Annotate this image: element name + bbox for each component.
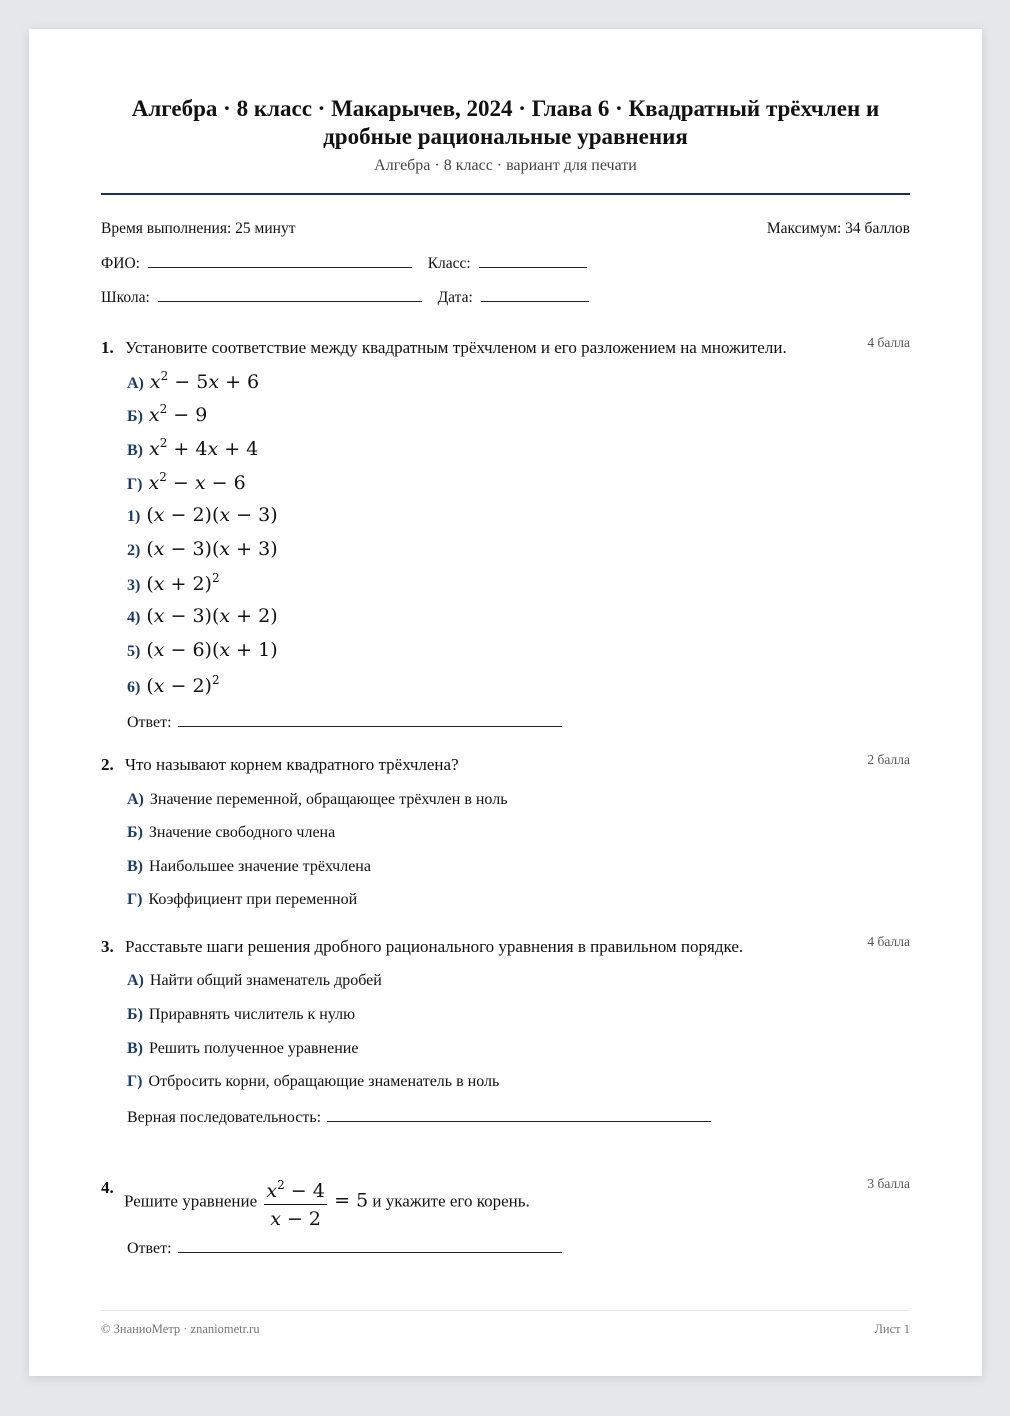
step-option — [127, 972, 382, 990]
question-4-header — [101, 1172, 910, 1230]
date-label: Дата: — [437, 289, 473, 306]
fio-label: ФИО: — [101, 255, 140, 272]
question-number: 4. — [101, 1178, 114, 1197]
fio-class-row — [101, 253, 587, 273]
match-left-item — [127, 470, 246, 494]
choice-option[interactable] — [127, 891, 357, 909]
match-right-item — [127, 538, 278, 560]
equation-fraction — [264, 1172, 326, 1233]
math-expression: (x − 6)(x + 1) — [146, 639, 278, 661]
match-right-item — [127, 673, 220, 697]
question-4 — [101, 1172, 910, 1257]
fio-field[interactable] — [148, 253, 412, 268]
option-label: А) — [127, 375, 144, 392]
step-option — [127, 1073, 499, 1091]
option-label: Г) — [127, 1073, 143, 1090]
header-divider — [101, 193, 910, 195]
max-score: Максимум: 34 баллов — [766, 220, 910, 237]
answer-field[interactable] — [178, 712, 562, 727]
option-label: Б) — [127, 408, 143, 425]
match-right-item — [127, 504, 278, 526]
fraction-denominator: x − 2 — [270, 1208, 322, 1230]
class-label: Класс: — [427, 255, 471, 272]
match-left-item — [127, 402, 207, 426]
option-label: А) — [127, 972, 144, 989]
footer-divider — [101, 1310, 910, 1311]
sequence-field[interactable] — [327, 1107, 711, 1122]
math-expression: $x^2 + 4x + 4$ — [149, 436, 259, 460]
sequence-answer-row — [127, 1107, 711, 1127]
match-left-item — [127, 369, 259, 393]
choice-option[interactable] — [127, 858, 371, 876]
math-expression: (x − 3)(x + 2) — [146, 605, 278, 627]
option-text: Наибольшее значение трёхчлена — [149, 858, 371, 875]
question-number: 1. — [101, 338, 114, 357]
option-text: Значение переменной, обращающее трёхчлен в ноль — [149, 791, 508, 808]
question-number: 2. — [101, 755, 114, 774]
option-text: Решить полученное уравнение — [149, 1040, 359, 1057]
answer-row — [127, 1238, 562, 1258]
choice-option[interactable] — [127, 824, 335, 842]
math-expression: (x − 3)(x + 3) — [146, 538, 278, 560]
math-expression: $(x - 2)^2$ — [146, 673, 220, 697]
question-points: 4 балла — [867, 335, 910, 350]
match-left-item — [127, 436, 258, 460]
class-field[interactable] — [479, 253, 587, 268]
sequence-label: Верная последовательность: — [127, 1109, 322, 1126]
option-label: Г) — [127, 891, 143, 908]
option-label: 5) — [127, 643, 141, 660]
match-right-item — [127, 639, 278, 661]
option-text: Найти общий знаменатель дробей — [149, 972, 382, 989]
page-content — [101, 29, 910, 1376]
math-expression: $x^2 - 5x + 6$ — [149, 369, 260, 393]
fraction-numerator: $x^2 - 4$ — [264, 1172, 326, 1205]
math-expression: $x^2 - 9$ — [148, 402, 208, 426]
option-label: Б) — [127, 824, 143, 841]
option-label: Г) — [127, 476, 143, 493]
question-1 — [101, 335, 910, 731]
question-text: Что называют корнем квадратного трёхчлена? — [125, 755, 459, 774]
school-field[interactable] — [158, 287, 422, 302]
option-label: 4) — [127, 609, 141, 626]
question-number: 3. — [101, 937, 114, 956]
option-text: Значение свободного члена — [148, 824, 336, 841]
time-limit: Время выполнения: 25 минут — [101, 220, 296, 237]
option-label: Б) — [127, 1006, 143, 1023]
question-2-header — [101, 752, 910, 775]
step-option — [127, 1006, 355, 1024]
school-label: Школа: — [101, 289, 150, 306]
question-points: 3 балла — [867, 1176, 910, 1191]
math-expression: $x^2 - x - 6$ — [148, 470, 246, 494]
match-right-item — [127, 571, 220, 595]
worksheet-page — [29, 29, 982, 1376]
date-field[interactable] — [481, 287, 589, 302]
option-label: 6) — [127, 679, 141, 696]
option-label: А) — [127, 791, 144, 808]
page-footer — [101, 1322, 910, 1337]
option-text: Отбросить корни, обращающие знаменатель в ноль — [148, 1073, 500, 1090]
question-points: 4 балла — [867, 934, 910, 949]
school-date-row — [101, 287, 589, 307]
option-text: Коэффициент при переменной — [148, 891, 358, 908]
question-text-after: и укажите его корень. — [372, 1191, 530, 1211]
answer-field[interactable] — [178, 1238, 562, 1253]
question-text: Установите соответствие между квадратным трёхчленом и его разложением на множители. — [125, 338, 787, 357]
answer-label: Ответ: — [127, 1240, 172, 1257]
choice-option[interactable] — [127, 791, 508, 809]
question-text-with-equation — [124, 1172, 530, 1233]
question-text-before: Решите уравнение — [124, 1191, 258, 1211]
equation-rhs: = 5 — [334, 1189, 369, 1212]
question-3-header — [101, 934, 910, 957]
page-title: Алгебра · 8 класс · Макарычев, 2024 · Глава 6 · Квадратный трёхчлен и дробные рациональные уравнения — [131, 96, 880, 149]
step-option — [127, 1040, 358, 1058]
option-label: В) — [127, 442, 143, 459]
match-right-item — [127, 605, 278, 627]
question-text: Расставьте шаги решения дробного рационального уравнения в правильном порядке. — [125, 937, 744, 956]
option-text: Приравнять числитель к нулю — [148, 1006, 356, 1023]
option-label: В) — [127, 1040, 143, 1057]
option-label: 2) — [127, 542, 141, 559]
question-1-header — [101, 335, 910, 358]
math-expression: (x − 2)(x − 3) — [146, 504, 278, 526]
question-3 — [101, 934, 910, 1126]
math-expression: $(x + 2)^2$ — [146, 571, 220, 595]
option-label: 3) — [127, 577, 141, 594]
option-label: 1) — [127, 508, 141, 525]
meta-row — [101, 220, 910, 238]
answer-label: Ответ: — [127, 714, 172, 731]
footer-copyright: © ЗнаниоМетр · znaniometr.ru — [101, 1322, 260, 1336]
page-subtitle: Алгебра · 8 класс · вариант для печати — [374, 157, 637, 174]
question-2 — [101, 752, 910, 908]
page-number: Лист 1 — [874, 1322, 910, 1336]
option-label: В) — [127, 858, 143, 875]
question-points: 2 балла — [867, 752, 910, 767]
answer-row — [127, 712, 562, 732]
